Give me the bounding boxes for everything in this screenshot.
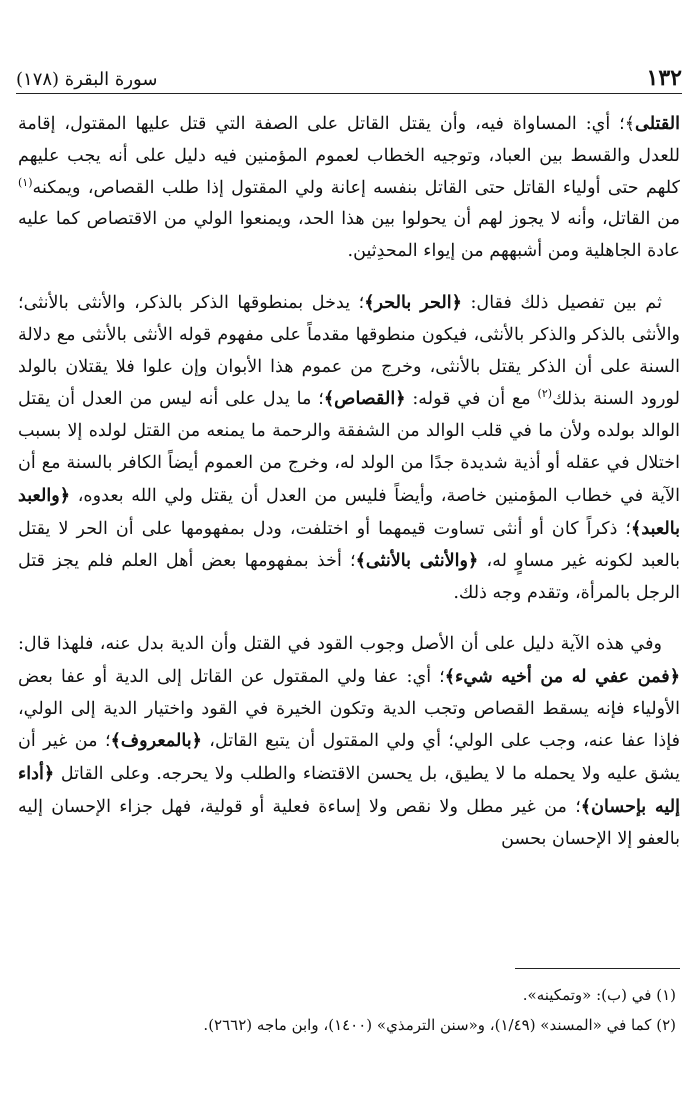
paragraph-text: ؛ ما يدل على أنه ليس من العدل أن يقتل الوالد بولده ولأن ما في قلب الوالد من الشفقة والرحمة ما يمنعه من القتل لولده إلا بسبب اختلال في عقله أو أذية شديدة جدًا من الولد له، وخرج من العموم أيضاً الكافر بالسنة مع أن الآية في خطاب المؤمنين خاصة، وأيضاً فليس من العدل أن يقتل ولي الله بعدوه، — [18, 389, 680, 506]
quran-quote: ﴿بالمعروف﴾ — [110, 730, 202, 752]
footnote-1: (١) في (ب): «وتمكينه». — [522, 986, 676, 1004]
footnote-2: (٢) كما في «المسند» (١/٤٩)، و«سنن الترمذي» (١٤٠٠)، وابن ماجه (٢٦٦٢). — [203, 1016, 676, 1034]
paragraph-1 — [18, 108, 680, 268]
paragraph-text: ؛ يدخل بمنطوقها الذكر بالذكر، والأنثى بالأنثى؛ والأنثى بالذكر والذكر بالأنثى، فيكون منطوقها مقدماً على مفهوم قوله الأنثى بالأنثى مع دلالة السنة على أن الذكر يقتل بالأنثى، وخرج من عموم هذا الأبوان وإن علوا فلا يقتلان بالولد لورود السنة بذلك — [18, 292, 680, 410]
surah-title: سورة البقرة (١٧٨) — [16, 69, 158, 90]
page-header — [16, 58, 682, 94]
paragraph-3 — [18, 629, 680, 856]
footnote-ref: (١) — [18, 175, 33, 189]
footnote-divider — [515, 968, 680, 969]
quran-quote: ﴿أداء إليه بإحسان﴾ — [18, 763, 680, 817]
paragraph-text: ؛ من غير مطل ولا نقص ولا إساءة فعلية أو قولية، فهل جزاء الإحسان إليه بالعفو إلا الإحسان بحسن — [18, 796, 680, 849]
paragraph-text: ثم بين تفصيل ذلك فقال: — [461, 292, 662, 313]
quran-quote: ﴿فمن عفي له من أخيه شيء﴾ — [444, 665, 681, 687]
paragraph-text: ؛ أخذ بمفهومها بعض أهل العلم فلم يجز قتل الرجل بالمرأة، وتقدم وجه ذلك. — [18, 551, 680, 604]
footnotes — [18, 980, 680, 1040]
quran-quote: القتلى — [635, 113, 680, 134]
paragraph-text: وفي هذه الآية دليل على أن الأصل وجوب القود في القتل وأن الدية بدل عنه، فلهذا قال: — [18, 633, 662, 654]
quran-quote: ﴿القصاص﴾ — [323, 388, 406, 410]
quran-quote: ﴿والعبد بالعبد﴾ — [18, 484, 680, 539]
paragraph-2 — [18, 287, 680, 610]
page-number: ١٣٢ — [646, 65, 682, 91]
footnote-ref: (٢) — [537, 387, 553, 401]
quran-quote: ﴿الحر بالحر﴾ — [364, 291, 462, 313]
paragraph-text: ؛ من غير أن يشق عليه ولا يحمله ما لا يطيق، بل يحسن الاقتضاء والطلب ولا يحرجه. وعلى القاتل — [18, 731, 680, 785]
paragraph-text: ؛ ذكراً كان أو أنثى تساوت قيمهما أو اختلفت، ودل بمفهومها على أن الحر لا يقتل بالعبد لكونه غير مساوٍ له، — [18, 518, 680, 572]
paragraph-text: ﴾؛ أي: المساواة فيه، وأن يقتل القاتل على الصفة التي قتل عليها المقتول، إقامة للعدل والقسط بين العباد، وتوجيه الخطاب لعموم المؤمنين فيه دليل على أنه يجب عليهم كلهم حتى أولياء القاتل حتى القاتل بنفسه إعانة ولي المقتول إذا طلب القصاص، ويمكنه — [18, 114, 680, 198]
paragraph-text: من القاتل، وأنه لا يجوز لهم أن يحولوا بين هذا الحد، ويمنعوا الولي من الاقتصاص كما عليه عادة الجاهلية ومن أشبههم من إيواء المحدِثين. — [18, 209, 680, 262]
paragraph-text: ؛ أي: عفا ولي المقتول عن القاتل إلى الدية أو عفا بعض الأولياء فإنه يسقط القصاص وتجب الدية وتكون الخيرة في القود واختيار الدية إلى الولي، فإذا عفا عنه، وجب على الولي؛ أي ولي المقتول أن يتبع القاتل، — [18, 666, 680, 752]
page-body — [18, 108, 680, 875]
quran-quote: ﴿والأنثى بالأنثى﴾ — [355, 550, 479, 572]
paragraph-text: مع أن في قوله: — [405, 389, 538, 410]
